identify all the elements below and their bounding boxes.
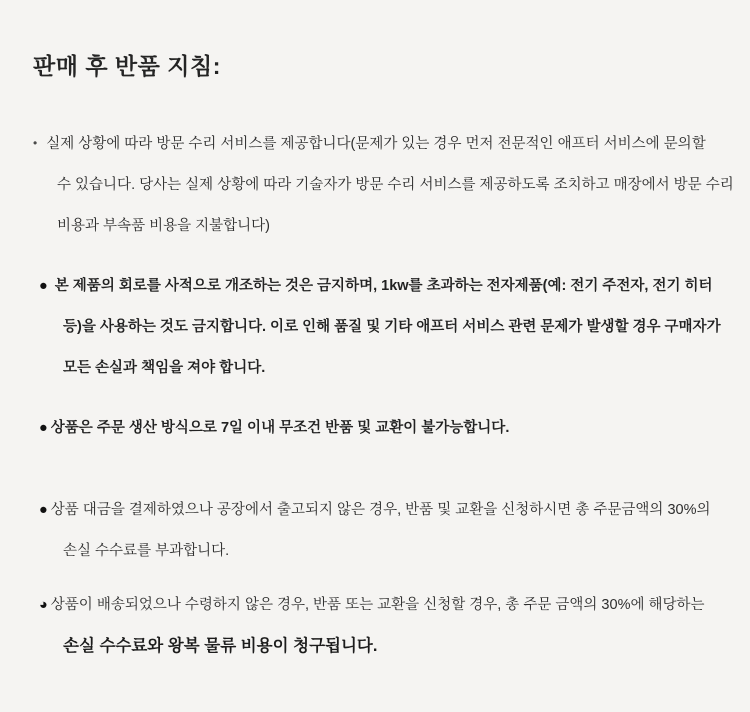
bullet-circle-icon: ◕: [39, 597, 48, 613]
bullet-circle-icon: ●: [39, 420, 48, 436]
policy-item-made-to-order: [39, 416, 730, 440]
page-title: 판매 후 반품 지침:: [33, 53, 221, 79]
policy-text: 등)을 사용하는 것도 금지합니다. 이로 인해 품질 및 기타 애프터 서비스 관련 문제가 발생할 경우 구매자가: [63, 319, 721, 335]
policy-text: 비용과 부속품 비용을 지불합니다): [57, 218, 271, 234]
policy-item-pre-shipment-cancel: [39, 498, 730, 563]
policy-text: 실제 상황에 따라 방문 수리 서비스를 제공합니다(문제가 있는 경우 먼저 전문적인 애프터 서비스에 문의할: [46, 136, 706, 152]
policy-line: [33, 131, 730, 156]
policy-line: [39, 498, 730, 522]
policy-line: [39, 416, 730, 440]
policy-line: [39, 274, 730, 298]
policy-text: 본 제품의 회로를 사적으로 개조하는 것은 금지하며, 1kw를 초과하는 전자제품(예: 전기 주전자, 전기 히터: [54, 278, 713, 294]
policy-text: 상품 대금을 결제하였으나 공장에서 출고되지 않은 경우, 반품 및 교환을 신청하시면 총 주문금액의 30%의: [50, 502, 711, 518]
policy-text: 상품은 주문 생산 방식으로 7일 이내 무조건 반품 및 교환이 불가능합니다.: [50, 420, 510, 436]
policy-text: 손실 수수료를 부과합니다.: [63, 543, 230, 559]
bullet-circle-icon: ●: [39, 502, 48, 518]
bullet-circle-icon: ●: [39, 278, 48, 294]
policy-text: 상품이 배송되었으나 수령하지 않은 경우, 반품 또는 교환을 신청할 경우, 총 주문 금액의 30%에 해당하는: [50, 597, 705, 613]
policy-item-refused-delivery: [39, 593, 730, 658]
policy-item-visit-repair: [33, 131, 734, 238]
policy-item-no-modification: [39, 274, 730, 380]
policy-text: 모든 손실과 책임을 져야 합니다.: [63, 360, 266, 376]
policy-text: 수 있습니다. 당사는 실제 상황에 따라 기술자가 방문 수리 서비스를 제공하도록 조치하고 매장에서 방문 수리: [57, 177, 734, 193]
bullet-dot-icon: •: [33, 136, 38, 150]
policy-text: 손실 수수료와 왕복 물류 비용이 청구됩니다.: [63, 637, 378, 655]
policy-line: [39, 593, 730, 617]
policy-list: [33, 131, 734, 658]
